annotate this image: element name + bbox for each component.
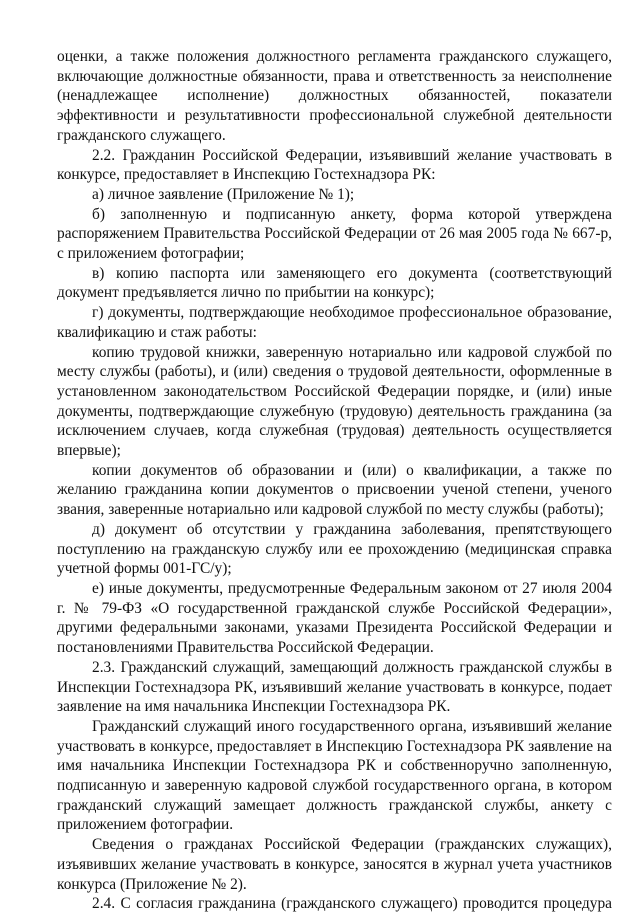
list-item: б) заполненную и подписанную анкету, форма которой утверждена распоряжением Правительства Российской Федерации от 26 мая 2005 года № 667-р, с приложением фотографии; xyxy=(57,205,612,263)
list-item: а) личное заявление (Приложение № 1); xyxy=(92,185,355,203)
paragraph: 2.2. Гражданин Российской Федерации, изъявивший желание участвовать в конкурсе, предоставляет в Инспекцию Гостехнадзора РК: xyxy=(57,146,612,184)
paragraph: Гражданский служащий иного государственного органа, изъявивший желание участвовать в конкурсе, предоставляет в Инспекцию Гостехнадзора РК заявление на имя начальника Инспекции Гостехнадзора РК и собственноручно заполненную, подписанную и заверенную кадровой службой государственного органа, в котором гражданский служащий замещает должность гражданской службы, анкету с приложением фотографии. xyxy=(57,717,612,834)
list-item: в) копию паспорта или заменяющего его документа (соответствующий документ предъявляется лично по прибытии на конкурс); xyxy=(57,264,612,302)
paragraph: копию трудовой книжки, заверенную нотариально или кадровой службой по месту службы (работы), и (или) сведения о трудовой деятельности, оформленные в установленном законодательством Российской Федерации порядке, и (или) иные документы, подтверждающие служебную (трудовую) деятельность гражданина (за исключением случаев, когда служебная (трудовая) деятельность осуществляется впервые); xyxy=(57,343,612,460)
paragraph: копии документов об образовании и (или) о квалификации, а также по желанию гражданина копии документов о присвоении ученой степени, ученого звания, заверенные нотариально или кадровой службой по месту службы (работы); xyxy=(57,461,612,519)
paragraph: оценки, а также положения должностного регламента гражданского служащего, включающие должностные обязанности, права и ответственность за неисполнение (ненадлежащее исполнение) должностных обязанностей, показатели эффективности и результативности профессиональной служебной деятельности гражданского служащего. xyxy=(57,48,612,144)
paragraph: 2.4. С согласия гражданина (гражданского служащего) проводится процедура xyxy=(92,895,612,913)
paragraph: 2.3. Гражданский служащий, замещающий должность гражданской службы в Инспекции Гостехнадзора РК, изъявивший желание участвовать в конкурсе, подает заявление на имя начальника Инспекции Гостехнадзора РК. xyxy=(57,658,612,716)
list-item: е) иные документы, предусмотренные Федеральным законом от 27 июля 2004 г. № 79-ФЗ «О государственной гражданской службе Российской Федерации», другими федеральными законами, указами Президента Российской Федерации и постановлениями Правительства Российской Федерации. xyxy=(57,579,612,657)
paragraph: Сведения о гражданах Российской Федерации (гражданских служащих), изъявивших желание участвовать в конкурсе, заносятся в журнал учета участников конкурса (Приложение № 2). xyxy=(57,836,612,893)
list-item: д) документ об отсутствии у гражданина заболевания, препятствующего поступлению на гражданскую службу или ее прохождению (медицинская справка учетной формы 001-ГС/у); xyxy=(57,520,612,578)
list-item: г) документы, подтверждающие необходимое профессиональное образование, квалификацию и стаж работы: xyxy=(57,304,612,341)
